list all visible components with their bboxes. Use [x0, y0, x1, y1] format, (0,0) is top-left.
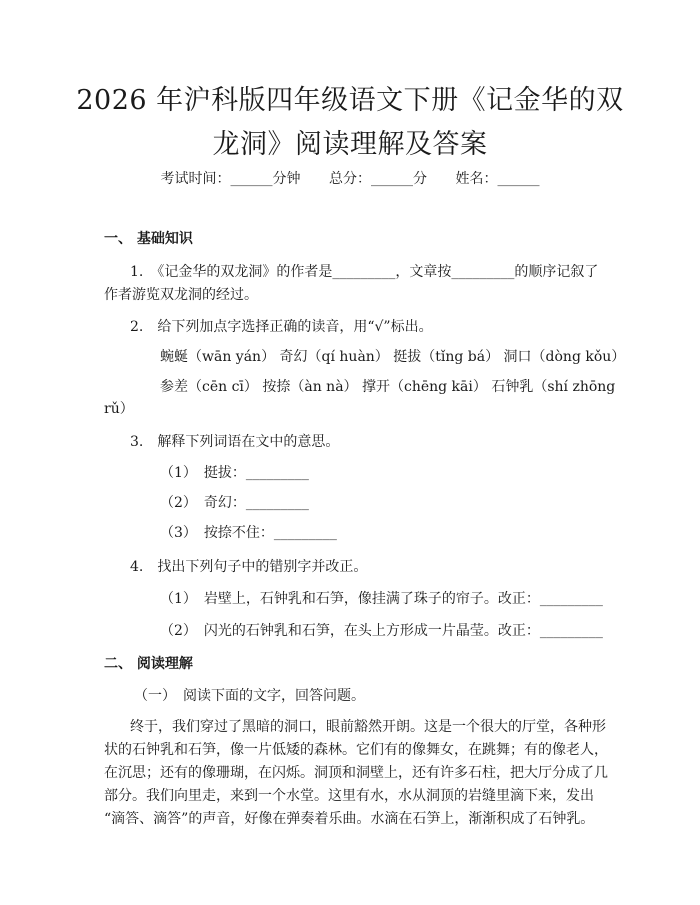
- question-2-options-3: rǔ）: [104, 401, 134, 417]
- exam-time: 考试时间：______分钟: [160, 171, 301, 187]
- section-2-heading: 二、 阅读理解: [104, 656, 193, 672]
- passage-line: 终于，我们穿过了黑暗的洞口，眼前豁然开朗。这是一个很大的厅堂，各种形: [130, 719, 606, 735]
- section-1-heading: 一、 基础知识: [104, 231, 193, 247]
- question-2-options-2: 参差（cēn cī） 按捺（àn nà） 撑开（chēng kāi） 石钟乳（shí zhōng: [160, 379, 616, 395]
- question-3-item: （1） 挺拔：_________: [160, 465, 309, 481]
- document-title-line-1: 2026 年沪科版四年级语文下册《记金华的双: [76, 85, 624, 116]
- question-3-item: （3） 按捺不住：_________: [160, 525, 337, 541]
- question-4: 4. 找出下列句子中的错别字并改正。: [130, 559, 368, 575]
- exam-meta: [0, 168, 700, 188]
- student-name: 姓名：______: [455, 171, 540, 187]
- question-2: 2. 给下列加点字选择正确的读音，用“√”标出。: [130, 319, 433, 335]
- passage-line: 在沉思；还有的像珊瑚，在闪烁。洞顶和洞壁上，还有许多石柱，把大厅分成了几: [104, 765, 608, 781]
- reading-subsection-title: （一） 阅读下面的文字，回答问题。: [134, 688, 365, 704]
- exam-score: 总分：______分: [329, 171, 427, 187]
- question-3-item: （2） 奇幻：_________: [160, 495, 309, 511]
- passage-line: “滴答、滴答”的声音，好像在弹奏着乐曲。水滴在石笋上，渐渐积成了石钟乳。: [104, 811, 595, 827]
- question-4-item: （2） 闪光的石钟乳和石笋，在头上方形成一片晶莹。改正：_________: [160, 623, 603, 639]
- passage-line: 部分。我们向里走，来到一个水堂。这里有水，水从洞顶的岩缝里滴下来，发出: [104, 788, 594, 804]
- question-1-line-1: 1. 《记金华的双龙洞》的作者是_________，文章按_________的顺序记叙了: [130, 264, 599, 280]
- question-4-item: （1） 岩壁上，石钟乳和石笋，像挂满了珠子的帘子。改正：_________: [160, 591, 603, 607]
- document-title-line-2: 龙洞》阅读理解及答案: [212, 129, 488, 160]
- question-2-options-1: 蜿蜒（wān yán） 奇幻（qí huàn） 挺拔（tǐng bá） 洞口（dòng kǒu）: [160, 349, 626, 365]
- question-1-line-2: 作者游览双龙洞的经过。: [104, 287, 258, 303]
- question-3: 3. 解释下列词语在文中的意思。: [130, 434, 340, 450]
- passage-line: 状的石钟乳和石笋，像一片低矮的森林。它们有的像舞女，在跳舞；有的像老人，: [104, 742, 608, 758]
